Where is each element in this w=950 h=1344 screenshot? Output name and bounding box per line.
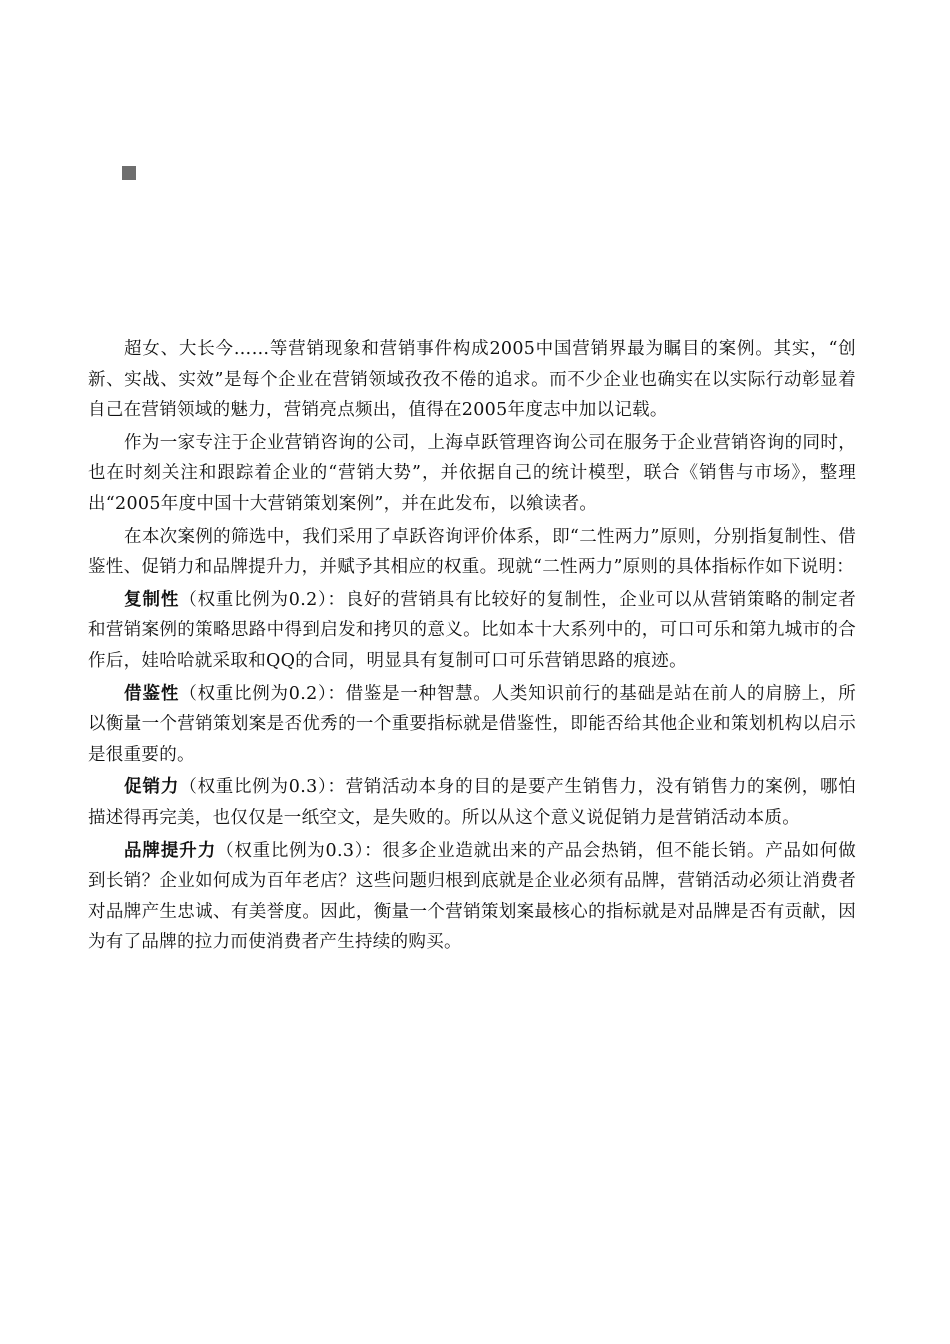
bullet-square-icon xyxy=(122,166,136,180)
criterion-text: （权重比例为0.3）：很多企业造就出来的产品会热销，但不能长销。产品如何做到长销？企业如何成为百年老店？这些问题归根到底就是企业必须有品牌，营销活动必须让消费者对品牌产生忠诚、有美誉度。因此，衡量一个营销策划案最核心的指标就是对品牌是否有贡献，因为有了品牌的拉力而使消费者产生持续的购买。 xyxy=(88,840,856,953)
criterion-paragraph xyxy=(88,679,856,771)
criterion-term: 借鉴性 xyxy=(124,683,180,704)
criterion-paragraph xyxy=(88,836,856,958)
criterion-text: （权重比例为0.2）：借鉴是一种智慧。人类知识前行的基础是站在前人的肩膀上，所以衡量一个营销策划案是否优秀的一个重要指标就是借鉴性，即能否给其他企业和策划机构以启示是很重要的。 xyxy=(88,683,856,765)
intro-paragraph: 在本次案例的筛选中，我们采用了卓跃咨询评价体系，即“二性两力”原则，分别指复制性、借鉴性、促销力和品牌提升力，并赋予其相应的权重。现就“二性两力”原则的具体指标作如下说明： xyxy=(88,526,856,578)
criterion-term: 促销力 xyxy=(124,777,180,798)
criterion-text: （权重比例为0.2）：良好的营销具有比较好的复制性，企业可以从营销策略的制定者和营销案例的策略思路中得到启发和拷贝的意义。比如本十大系列中的，可口可乐和第九城市的合作后，娃哈哈就采取和QQ的合同，明显具有复制可口可乐营销思路的痕迹。 xyxy=(88,589,856,671)
criterion-term: 品牌提升力 xyxy=(124,840,217,861)
criterion-paragraph xyxy=(88,585,856,677)
criterion-paragraph xyxy=(88,772,856,833)
document-body xyxy=(88,334,856,960)
criterion-term: 复制性 xyxy=(124,589,180,610)
intro-paragraph: 作为一家专注于企业营销咨询的公司，上海卓跃管理咨询公司在服务于企业营销咨询的同时，也在时刻关注和跟踪着企业的“营销大势”，并依据自己的统计模型，联合《销售与市场》，整理出“2005年度中国十大营销策划案例”，并在此发布，以飨读者。 xyxy=(88,432,856,514)
criterion-text: （权重比例为0.3）：营销活动本身的目的是要产生销售力，没有销售力的案例，哪怕描述得再完美，也仅仅是一纸空文，是失败的。所以从这个意义说促销力是营销活动本质。 xyxy=(88,777,856,828)
intro-paragraph: 超女、大长今……等营销现象和营销事件构成2005中国营销界最为瞩目的案例。其实，“创新、实战、实效”是每个企业在营销领域孜孜不倦的追求。而不少企业也确实在以实际行动彰显着自己在营销领域的魅力，营销亮点频出，值得在2005年度志中加以记载。 xyxy=(88,339,856,421)
